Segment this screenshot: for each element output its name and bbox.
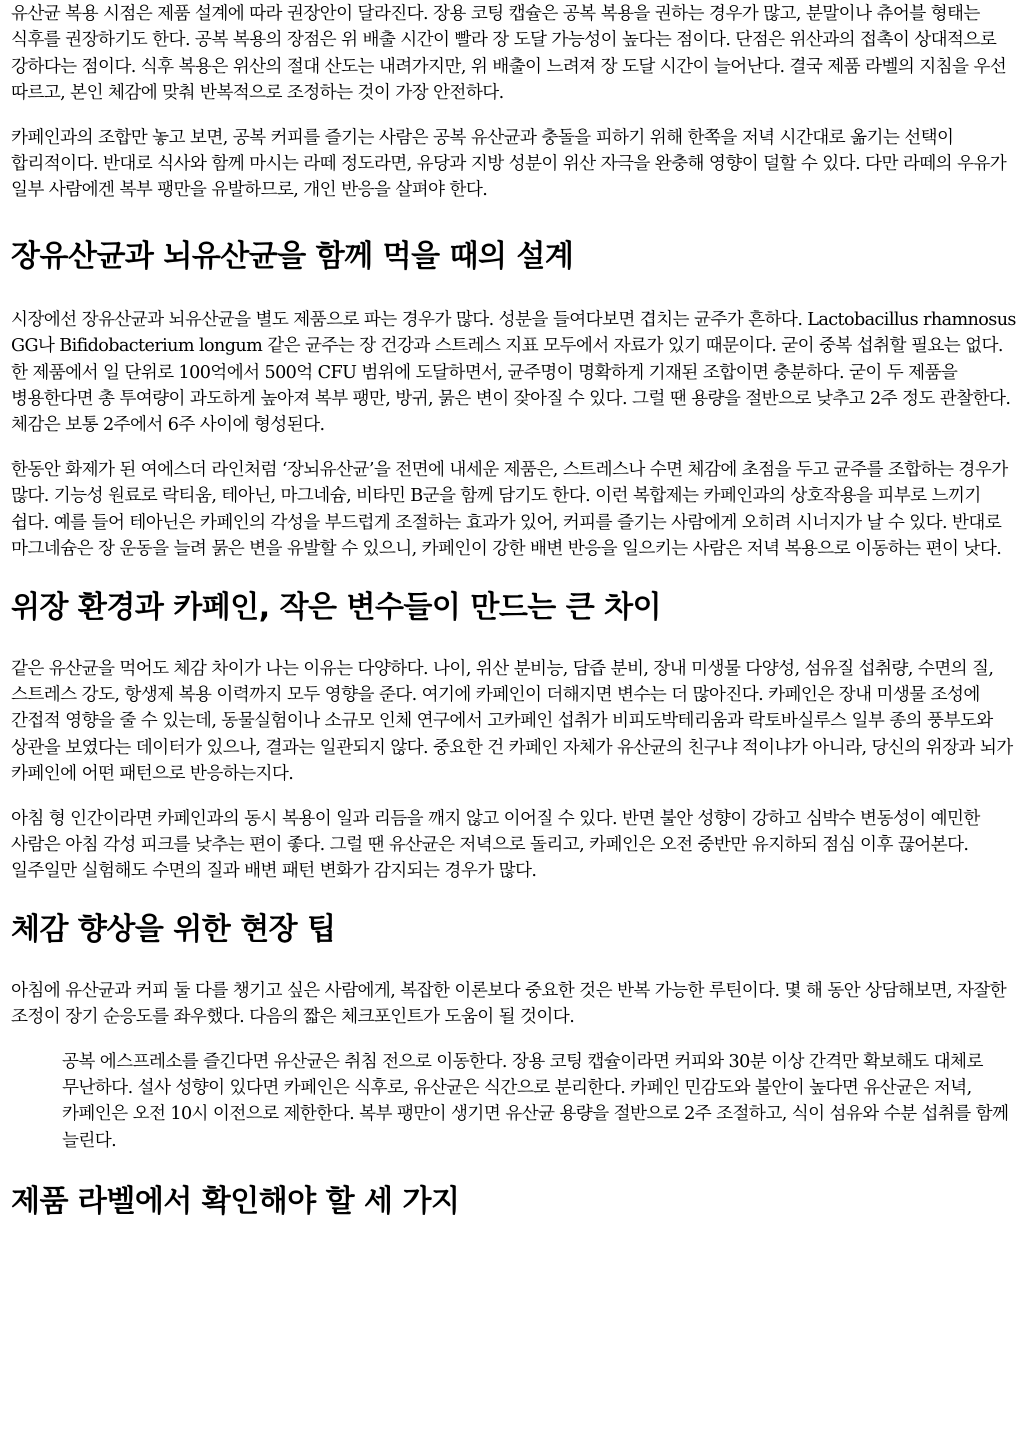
section-heading-field-tips: 체감 향상을 위한 현장 팁 <box>11 911 336 947</box>
section-1-paragraph-1: 시장에선 장유산균과 뇌유산균을 별도 제품으로 파는 경우가 많다. 성분을 들여다보면 겹치는 균주가 흔하다. Lactobacillus rhamnosus GG나 Bifidobacterium longum 같은 균주는 장 건강과 스트레스 지표 모두에서 자료가 있기 때문이다. 굳이 중복 섭취할 필요는 없다. 한 제품에서 일 단위로 100억에서 500억 CFU 범위에 도달하면서, 균주명이 명확하게 기재된 조합이면 충분하다. 굳이 두 제품을 병용한다면 총 투여량이 과도하게 높아져 복부 팽만, 방귀, 묽은 변이 잦아질 수 있다. 그럴 땐 용량을 절반으로 낮추고 2주 정도 관찰한다. 체감은 보통 2주에서 6주 사이에 형성된다. <box>11 309 1016 436</box>
checkpoint-quote-text: 공복 에스프레소를 즐긴다면 유산균은 취침 전으로 이동한다. 장용 코팅 캡슐이라면 커피와 30분 이상 간격만 확보해도 대체로 무난하다. 설사 성향이 있다면 카페인은 식후로, 유산균은 식간으로 분리한다. 카페인 민감도와 불안이 높다면 유산균은 저녁, 카페인은 오전 10시 이전으로 제한한다. 복부 팽만이 생기면 유산균 용량을 절반으로 2주 조절하고, 식이 섬유와 수분 섭취를 함께 늘린다. <box>62 1051 1009 1151</box>
section-2-paragraph-1: 같은 유산균을 먹어도 체감 차이가 나는 이유는 다양하다. 나이, 위산 분비능, 담즙 분비, 장내 미생물 다양성, 섬유질 섭취량, 수면의 질, 스트레스 강도, 항생제 복용 이력까지 모두 영향을 준다. 여기에 카페인이 더해지면 변수는 더 많아진다. 카페인은 장내 미생물 조성에 간접적 영향을 줄 수 있는데, 동물실험이나 소규모 인체 연구에서 고카페인 섭취가 비피도박테리움과 락토바실루스 일부 종의 풍부도와 상관을 보였다는 데이터가 있으나, 결과는 일관되지 않다. 중요한 건 카페인 자체가 유산균의 친구냐 적이냐가 아니라, 당신의 위장과 뇌가 카페인에 어떤 패턴으로 반응하는지다. <box>11 658 1013 785</box>
checkpoint-quote <box>62 1049 1016 1155</box>
section-1-paragraph-2: 한동안 화제가 된 여에스더 라인처럼 ‘장뇌유산균’을 전면에 내세운 제품은, 스트레스나 수면 체감에 초점을 두고 균주를 조합하는 경우가 많다. 기능성 원료로 락티움, 테아닌, 마그네슘, 비타민 B군을 함께 담기도 한다. 이런 복합제는 카페인과의 상호작용을 피부로 느끼기 쉽다. 예를 들어 테아닌은 카페인의 각성을 부드럽게 조절하는 효과가 있어, 커피를 즐기는 사람에게 오히려 시너지가 날 수 있다. 반대로 마그네슘은 장 운동을 늘려 묽은 변을 유발할 수 있으니, 카페인이 강한 배변 반응을 일으키는 사람은 저녁 복용으로 이동하는 편이 낫다. <box>11 459 1008 560</box>
section-2-paragraph-2: 아침 형 인간이라면 카페인과의 동시 복용이 일과 리듬을 깨지 않고 이어질 수 있다. 반면 불안 성향이 강하고 심박수 변동성이 예민한 사람은 아침 각성 피크를 낮추는 편이 좋다. 그럴 땐 유산균은 저녁으로 돌리고, 카페인은 오전 중반만 유지하되 점심 이후 끊어본다. 일주일만 실험해도 수면의 질과 배변 패턴 변화가 감지되는 경우가 많다. <box>11 808 980 882</box>
section-3-paragraph-1: 아침에 유산균과 커피 둘 다를 챙기고 싶은 사람에게, 복잡한 이론보다 중요한 것은 반복 가능한 루틴이다. 몇 해 동안 상담해보면, 자잘한 조정이 장기 순응도를 좌우했다. 다음의 짧은 체크포인트가 도움이 될 것이다. <box>11 980 1007 1028</box>
section-heading-gut-brain-design: 장유산균과 뇌유산균을 함께 먹을 때의 설계 <box>11 238 574 274</box>
section-heading-gut-environment: 위장 환경과 카페인, 작은 변수들이 만드는 큰 차이 <box>11 589 662 625</box>
intro-paragraph-caffeine: 카페인과의 조합만 놓고 보면, 공복 커피를 즐기는 사람은 공복 유산균과 충돌을 피하기 위해 한쪽을 저녁 시간대로 옮기는 선택이 합리적이다. 반대로 식사와 함께 마시는 라떼 정도라면, 유당과 지방 성분이 위산 자극을 완충해 영향이 덜할 수 있다. 다만 라떼의 우유가 일부 사람에겐 복부 팽만을 유발하므로, 개인 반응을 살펴야 한다. <box>11 127 1007 201</box>
intro-paragraph-timing: 유산균 복용 시점은 제품 설계에 따라 권장안이 달라진다. 장용 코팅 캡슐은 공복 복용을 권하는 경우가 많고, 분말이나 츄어블 형태는 식후를 권장하기도 한다. 공복 복용의 장점은 위 배출 시간이 빨라 장 도달 가능성이 높다는 점이다. 단점은 위산과의 접촉이 상대적으로 강하다는 점이다. 식후 복용은 위산의 절대 산도는 내려가지만, 위 배출이 느려져 장 도달 시간이 늘어난다. 결국 제품 라벨의 지침을 우선 따르고, 본인 체감에 맞춰 반복적으로 조정하는 것이 가장 안전하다. <box>11 4 1007 104</box>
article-body <box>0 1 1024 1222</box>
section-heading-label-checks: 제품 라벨에서 확인해야 할 세 가지 <box>11 1184 460 1220</box>
